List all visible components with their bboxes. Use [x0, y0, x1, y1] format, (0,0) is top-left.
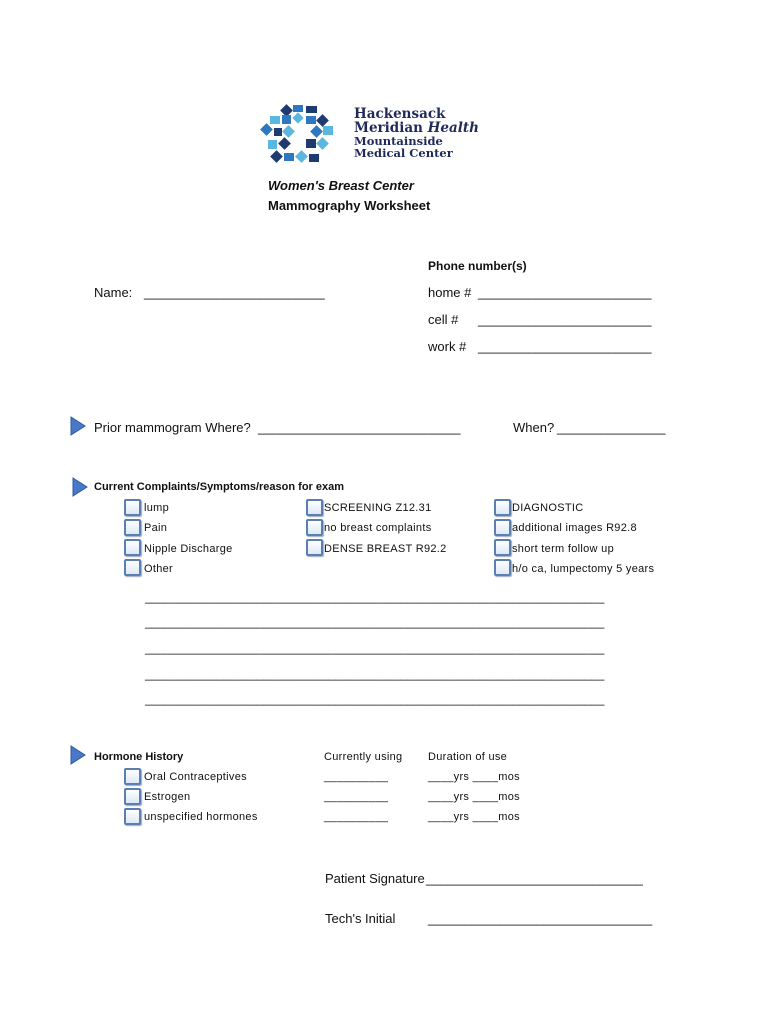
patient-signature-field[interactable]: ______________________________ — [426, 871, 643, 886]
short-term-follow-up-checkbox[interactable] — [494, 539, 511, 556]
nipple-discharge-checkbox[interactable] — [124, 539, 141, 556]
history-ca-checkbox[interactable] — [494, 559, 511, 576]
estrogen-label: Estrogen — [144, 791, 191, 803]
notes-line[interactable]: ______________________________________________________________________ — [145, 615, 605, 629]
section-arrow-icon — [70, 416, 86, 436]
oral-contraceptives-label: Oral Contraceptives — [144, 771, 247, 783]
hormone-heading: Hormone History — [94, 751, 184, 763]
notes-line[interactable]: ______________________________________________________________________ — [145, 641, 605, 655]
cell-label: cell # — [428, 312, 459, 327]
logo-wordmark — [354, 107, 479, 159]
notes-line[interactable]: ______________________________________________________________________ — [145, 590, 605, 604]
estrogen-current-field[interactable]: __________ — [324, 791, 389, 803]
unspecified-hormones-checkbox[interactable] — [124, 808, 141, 825]
dense-breast-checkbox[interactable] — [306, 539, 323, 556]
cell-phone-field[interactable]: ________________________ — [478, 312, 652, 327]
duration-of-use-label: Duration of use — [428, 751, 508, 763]
other-label: Other — [144, 563, 174, 575]
additional-images-checkbox[interactable] — [494, 519, 511, 536]
logo-line-2: Meridian Health — [354, 120, 479, 137]
name-field[interactable]: _________________________ — [144, 285, 325, 300]
logo-line-4: Medical Center — [354, 146, 453, 161]
estrogen-checkbox[interactable] — [124, 788, 141, 805]
complaints-heading: Current Complaints/Symptoms/reason for exam — [94, 481, 345, 493]
diagnostic-label: DIAGNOSTIC — [512, 502, 584, 514]
tech-initial-label: Tech's Initial — [325, 911, 396, 926]
work-phone-field[interactable]: ________________________ — [478, 339, 652, 354]
prior-mammogram-label: Prior mammogram Where? — [94, 420, 251, 435]
estrogen-duration-field[interactable]: ____yrs ____mos — [428, 791, 520, 803]
logo-mark — [260, 104, 352, 166]
unspecified-hormones-current-field[interactable]: __________ — [324, 811, 389, 823]
notes-line[interactable]: ______________________________________________________________________ — [145, 667, 605, 681]
logo-line-3: Mountainside — [354, 134, 443, 149]
work-label: work # — [428, 339, 467, 354]
currently-using-label: Currently using — [324, 751, 403, 763]
logo-line-1: Hackensack — [354, 106, 446, 122]
nipple-discharge-label: Nipple Discharge — [144, 543, 233, 555]
unspecified-hormones-duration-field[interactable]: ____yrs ____mos — [428, 811, 520, 823]
pain-label: Pain — [144, 522, 168, 534]
unspecified-hormones-label: unspecified hormones — [144, 811, 258, 823]
screening-label: SCREENING Z12.31 — [324, 502, 432, 514]
home-label: home # — [428, 285, 472, 300]
oral-contraceptives-duration-field[interactable]: ____yrs ____mos — [428, 771, 520, 783]
diagnostic-checkbox[interactable] — [494, 499, 511, 516]
name-label: Name: — [94, 285, 133, 300]
lump-checkbox[interactable] — [124, 499, 141, 516]
prior-when-label: When? — [513, 420, 555, 435]
oral-contraceptives-current-field[interactable]: __________ — [324, 771, 389, 783]
page-title: Women's Breast Center — [268, 178, 414, 193]
tech-initial-field[interactable]: _______________________________ — [428, 911, 653, 926]
other-checkbox[interactable] — [124, 559, 141, 576]
prior-where-field[interactable]: ____________________________ — [258, 420, 461, 435]
patient-signature-label: Patient Signature — [325, 871, 425, 886]
oral-contraceptives-checkbox[interactable] — [124, 768, 141, 785]
section-arrow-icon — [72, 477, 88, 497]
pain-checkbox[interactable] — [124, 519, 141, 536]
no-breast-complaints-label: no breast complaints — [324, 522, 432, 534]
dense-breast-label: DENSE BREAST R92.2 — [324, 543, 447, 555]
page-subtitle: Mammography Worksheet — [268, 198, 431, 213]
section-arrow-icon — [70, 745, 86, 765]
phone-heading: Phone number(s) — [428, 259, 527, 273]
history-ca-label: h/o ca, lumpectomy 5 years — [512, 563, 655, 575]
additional-images-label: additional images R92.8 — [512, 522, 637, 534]
home-phone-field[interactable]: ________________________ — [478, 285, 652, 300]
prior-when-field[interactable]: _______________ — [557, 420, 666, 435]
no-breast-complaints-checkbox[interactable] — [306, 519, 323, 536]
notes-line[interactable]: ______________________________________________________________________ — [145, 692, 605, 706]
short-term-follow-up-label: short term follow up — [512, 543, 614, 555]
screening-checkbox[interactable] — [306, 499, 323, 516]
lump-label: lump — [144, 502, 170, 514]
